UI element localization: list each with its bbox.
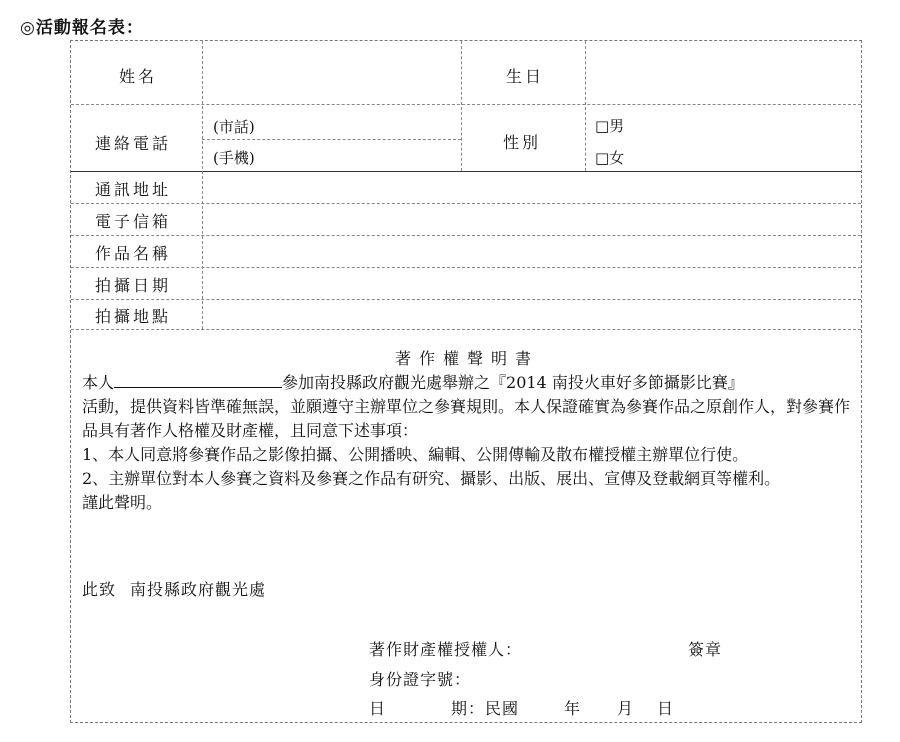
birthday-label: 生日 (506, 67, 545, 86)
date-month: 月 (617, 699, 635, 718)
row-divider (202, 139, 461, 140)
seal-label: 簽章 (688, 640, 723, 659)
to-org: 南投縣政府觀光處 (130, 580, 267, 599)
work-title-field[interactable] (203, 236, 860, 266)
declarant-name-blank[interactable] (114, 372, 282, 388)
shoot-place-label: 拍攝地點 (95, 307, 172, 326)
address-label: 通訊地址 (95, 180, 172, 199)
address-field[interactable] (203, 172, 860, 202)
name-field[interactable] (203, 42, 460, 103)
id-number-label: 身份證字號： (369, 670, 472, 689)
birthday-field[interactable] (586, 42, 860, 103)
name-label: 姓名 (119, 67, 158, 86)
date-year: 年 (564, 699, 582, 718)
declaration-title: 著作權聲明書 (394, 349, 539, 368)
declaration-line1-text: 參加南投縣政府觀光處舉辦之『2014 南投火車好多節攝影比賽』 (282, 373, 744, 392)
home-phone-field[interactable]: (市話) (213, 118, 255, 136)
declaration-first-line (82, 371, 860, 395)
authorizer-label: 著作財產權授權人： (369, 640, 523, 659)
work-title-label: 作品名稱 (95, 244, 172, 263)
row-divider (71, 104, 861, 105)
form-title: ◎活動報名表： (20, 18, 144, 38)
declaration-body (82, 371, 860, 515)
date-label-qi: 期：民國 (451, 699, 520, 718)
shoot-date-field[interactable] (203, 268, 860, 298)
shoot-date-label: 拍攝日期 (95, 276, 172, 295)
shoot-place-field[interactable] (203, 300, 860, 328)
to-label: 此致 (82, 580, 117, 599)
gender-label: 性別 (503, 133, 542, 152)
date-label-ri: 日 (369, 699, 387, 718)
declaration-item-2: 2、主辦單位對本人參賽之資料及參賽之作品有研究、攝影、出版、展出、宣傳及登載網頁等權利。 (82, 469, 781, 488)
email-field[interactable] (203, 204, 860, 234)
phone-label: 連絡電話 (95, 134, 172, 153)
row-divider (71, 329, 861, 330)
gender-female-checkbox[interactable]: □女 (595, 149, 625, 167)
declaration-paragraph: 活動，提供資料皆準確無誤，並願遵守主辦單位之參賽規則。本人保證確實為參賽作品之原創作人，對參賽作品具有著作人格權及財產權，且同意下述事項： (82, 397, 851, 440)
declaration-item-1: 1、本人同意將參賽作品之影像拍攝、公開播映、編輯、公開傳輸及散布權授權主辦單位行使。 (82, 445, 749, 464)
registration-form (70, 40, 862, 723)
email-label: 電子信箱 (95, 212, 172, 231)
mobile-phone-field[interactable]: (手機) (213, 149, 255, 167)
to-line (82, 577, 266, 600)
column-divider (461, 41, 462, 171)
declarant-prefix: 本人 (82, 373, 115, 392)
date-day: 日 (657, 699, 675, 718)
gender-male-checkbox[interactable]: □男 (595, 117, 625, 135)
declaration-closing: 謹此聲明。 (82, 493, 163, 512)
